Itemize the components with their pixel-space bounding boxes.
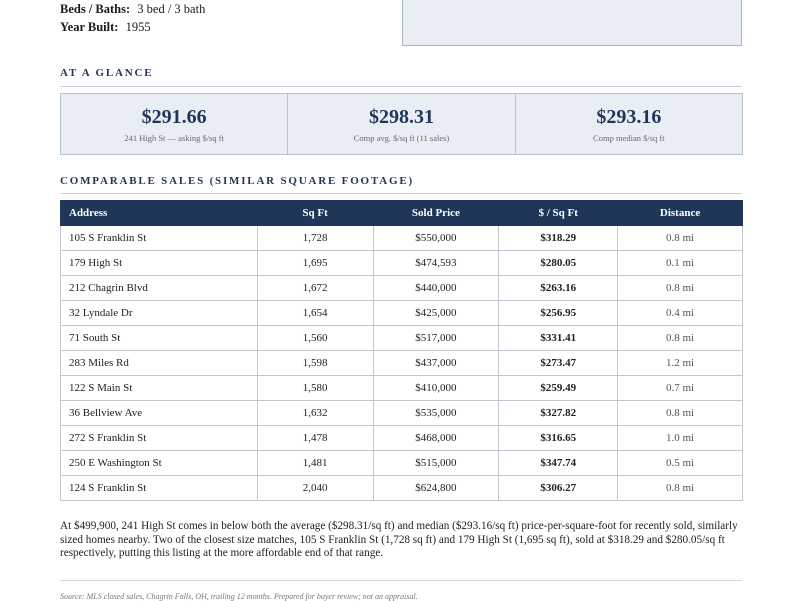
header-price-per-sqft: $ / Sq Ft bbox=[499, 201, 618, 226]
source-note: Source: MLS closed sales, Chagrin Falls, OH, trailing 12 months. Prepared for buyer review; not an appraisal. bbox=[60, 592, 418, 601]
cell-sold-price: $624,800 bbox=[373, 476, 499, 501]
table-row bbox=[61, 426, 743, 451]
cell-price-per-sqft: $306.27 bbox=[499, 476, 618, 501]
cell-sqft: 1,695 bbox=[257, 251, 373, 276]
cell-distance: 0.8 mi bbox=[618, 476, 743, 501]
table-row bbox=[61, 226, 743, 251]
detail-label: Beds / Baths: bbox=[60, 2, 131, 16]
table-row bbox=[61, 301, 743, 326]
glance-value: $293.16 bbox=[596, 106, 662, 128]
comparable-sales-heading: COMPARABLE SALES (SIMILAR SQUARE FOOTAGE) bbox=[60, 175, 414, 187]
glance-value: $298.31 bbox=[368, 106, 434, 128]
cell-price-per-sqft: $331.41 bbox=[499, 326, 618, 351]
at-a-glance-heading: AT A GLANCE bbox=[60, 67, 154, 79]
header-sqft: Sq Ft bbox=[257, 201, 373, 226]
cell-price-per-sqft: $347.74 bbox=[499, 451, 618, 476]
cell-sold-price: $517,000 bbox=[373, 326, 499, 351]
cell-price-per-sqft: $327.82 bbox=[499, 401, 618, 426]
at-a-glance-cards bbox=[60, 93, 743, 155]
table-row bbox=[61, 401, 743, 426]
cell-sold-price: $410,000 bbox=[373, 376, 499, 401]
cell-distance: 0.7 mi bbox=[618, 376, 743, 401]
cell-distance: 1.0 mi bbox=[618, 426, 743, 451]
property-photo-panel bbox=[402, 0, 742, 46]
glance-caption: Comp avg. $/sq ft (11 sales) bbox=[353, 133, 450, 143]
cell-distance: 0.5 mi bbox=[618, 451, 743, 476]
cell-sqft: 2,040 bbox=[257, 476, 373, 501]
glance-caption: Comp median $/sq ft bbox=[593, 133, 665, 143]
table-row bbox=[61, 326, 743, 351]
detail-value: 1955 bbox=[125, 20, 151, 34]
detail-year-built bbox=[60, 18, 390, 36]
cell-sold-price: $437,000 bbox=[373, 351, 499, 376]
cell-distance: 0.8 mi bbox=[618, 326, 743, 351]
detail-label: Year Built: bbox=[60, 20, 119, 34]
footer-divider bbox=[60, 580, 742, 581]
table-row bbox=[61, 351, 743, 376]
cell-address: 105 S Franklin St bbox=[61, 226, 258, 251]
cell-address: 212 Chagrin Blvd bbox=[61, 276, 258, 301]
cell-sqft: 1,728 bbox=[257, 226, 373, 251]
cell-sold-price: $550,000 bbox=[373, 226, 499, 251]
glance-value: $291.66 bbox=[141, 106, 207, 128]
cell-distance: 0.8 mi bbox=[618, 401, 743, 426]
cell-sold-price: $535,000 bbox=[373, 401, 499, 426]
cell-distance: 1.2 mi bbox=[618, 351, 743, 376]
table-row bbox=[61, 451, 743, 476]
section-divider bbox=[60, 86, 742, 87]
table-header-row bbox=[61, 201, 743, 226]
cell-price-per-sqft: $280.05 bbox=[499, 251, 618, 276]
section-divider bbox=[60, 193, 742, 194]
cell-distance: 0.1 mi bbox=[618, 251, 743, 276]
cell-price-per-sqft: $318.29 bbox=[499, 226, 618, 251]
header-address: Address bbox=[61, 201, 258, 226]
glance-card-asking bbox=[61, 94, 288, 154]
cell-distance: 0.8 mi bbox=[618, 226, 743, 251]
cell-sold-price: $515,000 bbox=[373, 451, 499, 476]
cell-sqft: 1,560 bbox=[257, 326, 373, 351]
cell-price-per-sqft: $316.65 bbox=[499, 426, 618, 451]
cell-price-per-sqft: $263.16 bbox=[499, 276, 618, 301]
cell-sold-price: $474,593 bbox=[373, 251, 499, 276]
cell-price-per-sqft: $259.49 bbox=[499, 376, 618, 401]
comparable-sales-table bbox=[60, 200, 743, 501]
cell-address: 283 Miles Rd bbox=[61, 351, 258, 376]
table-row bbox=[61, 251, 743, 276]
cell-sold-price: $468,000 bbox=[373, 426, 499, 451]
table-row bbox=[61, 476, 743, 501]
detail-value: 3 bed / 3 bath bbox=[137, 2, 206, 16]
cell-sqft: 1,580 bbox=[257, 376, 373, 401]
cell-sqft: 1,598 bbox=[257, 351, 373, 376]
cell-address: 32 Lyndale Dr bbox=[61, 301, 258, 326]
table-row bbox=[61, 276, 743, 301]
cell-sqft: 1,478 bbox=[257, 426, 373, 451]
cell-address: 36 Bellview Ave bbox=[61, 401, 258, 426]
glance-caption: 241 High St — asking $/sq ft bbox=[124, 133, 224, 143]
cell-sold-price: $440,000 bbox=[373, 276, 499, 301]
cell-sqft: 1,632 bbox=[257, 401, 373, 426]
cell-sqft: 1,481 bbox=[257, 451, 373, 476]
glance-card-average bbox=[288, 94, 515, 154]
cell-price-per-sqft: $273.47 bbox=[499, 351, 618, 376]
cell-address: 250 E Washington St bbox=[61, 451, 258, 476]
header-sold-price: Sold Price bbox=[373, 201, 499, 226]
header-distance: Distance bbox=[618, 201, 743, 226]
table-row bbox=[61, 376, 743, 401]
cell-sqft: 1,672 bbox=[257, 276, 373, 301]
cell-address: 179 High St bbox=[61, 251, 258, 276]
glance-card-median bbox=[516, 94, 742, 154]
cell-address: 124 S Franklin St bbox=[61, 476, 258, 501]
cell-sqft: 1,654 bbox=[257, 301, 373, 326]
detail-beds-baths bbox=[60, 0, 390, 18]
cell-distance: 0.4 mi bbox=[618, 301, 743, 326]
cell-address: 71 South St bbox=[61, 326, 258, 351]
cell-distance: 0.8 mi bbox=[618, 276, 743, 301]
property-details bbox=[60, 0, 390, 36]
cell-sold-price: $425,000 bbox=[373, 301, 499, 326]
cell-price-per-sqft: $256.95 bbox=[499, 301, 618, 326]
summary-paragraph: At $499,900, 241 High St comes in below both the average ($298.31/sq ft) and median ($293.16/sq ft) price-per-square-foot for recently sold, similarly sized homes nearby. Two of the closest size matches, 105 S Franklin St (1,728 sq ft) and 179 High St (1,695 sq ft), sold at $318.29 and $280.05/sq ft respectively, putting this listing at the more affordable end of that range. bbox=[60, 520, 738, 559]
cell-address: 272 S Franklin St bbox=[61, 426, 258, 451]
cell-address: 122 S Main St bbox=[61, 376, 258, 401]
